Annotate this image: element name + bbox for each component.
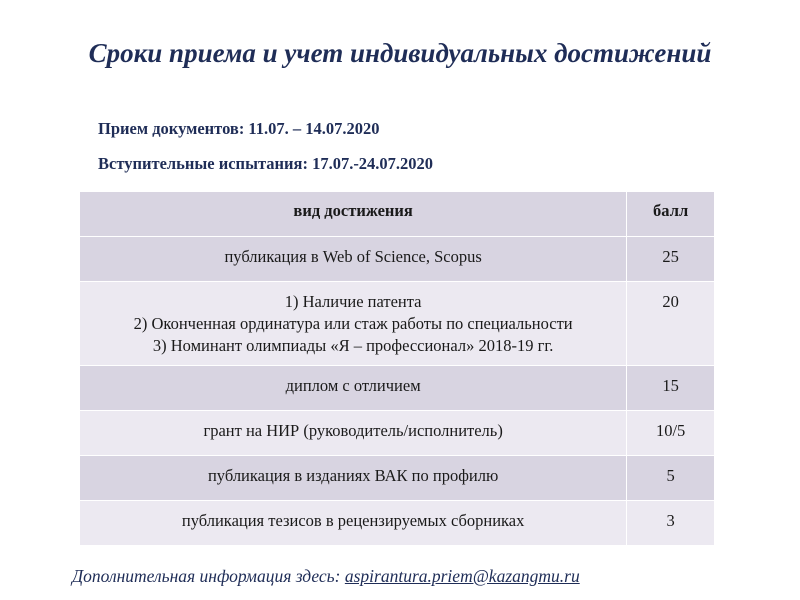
score-cell: 10/5 — [627, 411, 715, 456]
achievements-table — [79, 191, 715, 546]
dates-block — [98, 118, 433, 188]
score-cell: 5 — [627, 456, 715, 501]
achievement-cell — [80, 456, 627, 501]
table-row — [80, 366, 715, 411]
achievement-line: 1) Наличие патента — [284, 292, 422, 311]
achievement-cell — [80, 501, 627, 546]
header-score: балл — [627, 192, 715, 237]
score-cell: 20 — [627, 282, 715, 366]
achievement-line: публикация тезисов в рецензируемых сборниках — [181, 511, 525, 530]
achievement-cell — [80, 237, 627, 282]
table-row — [80, 501, 715, 546]
table-row — [80, 456, 715, 501]
score-cell: 25 — [627, 237, 715, 282]
table-row — [80, 237, 715, 282]
page-title: Сроки приема и учет индивидуальных достижений — [88, 38, 712, 68]
achievement-cell — [80, 366, 627, 411]
achievement-line: диплом с отличием — [285, 376, 421, 395]
header-achievement-type: вид достижения — [80, 192, 627, 237]
exams-date: Вступительные испытания: 17.07.-24.07.2020 — [98, 154, 434, 173]
footer-info — [72, 566, 580, 587]
achievement-cell — [80, 282, 627, 366]
documents-date: Прием документов: 11.07. – 14.07.2020 — [98, 119, 380, 138]
footer-label: Дополнительная информация здесь: — [72, 566, 341, 586]
score-cell: 3 — [627, 501, 715, 546]
achievement-line: 2) Оконченная ординатура или стаж работы по специальности — [133, 314, 573, 333]
achievement-line: публикация в изданиях ВАК по профилю — [207, 466, 499, 485]
achievement-line: 3) Номинант олимпиады «Я – профессионал» 2018-19 гг. — [152, 336, 554, 355]
email-link[interactable]: aspirantura.priem@kazangmu.ru — [344, 566, 580, 586]
achievement-cell — [80, 411, 627, 456]
score-cell: 15 — [627, 366, 715, 411]
table-header-row — [80, 192, 715, 237]
achievement-line: публикация в Web of Science, Scopus — [224, 247, 482, 266]
table-row — [80, 411, 715, 456]
achievement-line: грант на НИР (руководитель/исполнитель) — [203, 421, 503, 440]
table-row — [80, 282, 715, 366]
